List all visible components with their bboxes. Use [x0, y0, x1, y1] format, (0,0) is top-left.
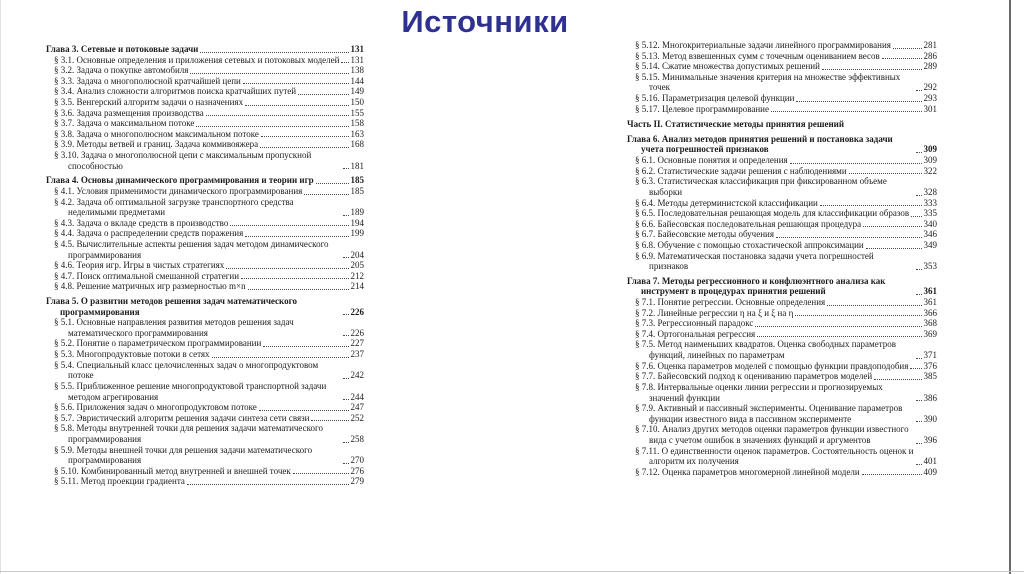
toc-entry [54, 197, 364, 218]
toc-entry-text: § 6.4. Методы детерминистской классификации [635, 197, 818, 208]
dot-leader [874, 379, 921, 380]
dot-leader [755, 326, 921, 327]
toc-entry-text: § 7.7. Байесовский подход к оцениванию параметров моделей [635, 371, 873, 382]
toc-entry-text: § 6.1. Основные понятия и определения [635, 155, 788, 166]
toc-entry-page: 199 [350, 228, 364, 239]
toc-entry [635, 297, 937, 308]
dot-leader [916, 443, 922, 444]
toc-entry-page: 396 [923, 434, 937, 445]
toc-entry-text: § 5.5. Приближенное решение многопродуктовой транспортной задачи методом агрегирования [54, 380, 327, 402]
toc-entry [54, 402, 364, 413]
dot-leader [916, 195, 922, 196]
dot-leader [893, 48, 922, 49]
toc-entry-text: § 7.8. Интервальные оценки линии регрессии и прогнозируемых значений функции [635, 381, 883, 403]
toc-entry-page: 322 [923, 165, 937, 176]
toc-entry [635, 93, 937, 104]
toc-entry [635, 229, 937, 240]
toc-entry-page: 181 [350, 160, 364, 171]
toc-entry-text: § 4.2. Задача об оптимальной загрузке транспортного средства неделимыми предметами [54, 196, 294, 218]
dot-leader [771, 111, 922, 112]
toc-entry-text: Глава 5. О развитии методов решения задач математического программирования [46, 296, 297, 317]
toc-entry-text: Часть II. Статистические методы принятия решений [627, 119, 845, 130]
toc-entry-text: § 7.12. Оценка параметров многомерной линейной модели [635, 466, 860, 477]
toc-entry [54, 423, 364, 444]
toc-entry [46, 175, 364, 186]
toc-entry-page: 252 [350, 412, 364, 423]
toc-entry-page: 237 [350, 349, 364, 360]
toc-entry-page: 309 [923, 144, 937, 155]
right-edge-line [1009, 0, 1011, 574]
toc-entry-text: § 7.9. Активный и пассивный эксперименты. Оценивание параметров функции известного вида в пассивном эксперименте [635, 403, 903, 424]
toc-entry-text: § 6.6. Байесовская последовательная решающая процедура [635, 218, 862, 229]
toc-entry-page: 242 [350, 370, 364, 381]
toc-entry [635, 339, 937, 360]
dot-leader [882, 58, 922, 59]
toc-entry-page: 168 [350, 139, 364, 150]
dot-leader [343, 257, 349, 258]
dot-leader [916, 358, 922, 359]
toc-entry-page: 366 [923, 307, 937, 318]
toc-entry-page: 258 [350, 433, 364, 444]
toc-entry-text: § 5.1. Основные направления развития методов решения задач математического программирования [54, 317, 294, 338]
dot-leader [911, 216, 921, 217]
dot-leader [343, 215, 349, 216]
toc-entry-text: § 6.5. Последовательная решающая модель для классификации образов [635, 208, 910, 219]
toc-entry-text: § 7.1. Понятие регрессии. Основные определения [635, 297, 826, 308]
dot-leader [916, 294, 922, 295]
dot-leader [343, 463, 349, 464]
dot-leader [916, 421, 922, 422]
toc-entry-text: § 5.2. Понятие о параметрическом программировании [54, 338, 262, 349]
toc-entry [635, 240, 937, 251]
dot-leader [243, 83, 349, 84]
toc-entry [627, 134, 937, 155]
toc-entry [635, 104, 937, 115]
toc-entry-text: § 5.8. Методы внутренней точки для решения задачи математического программирования [54, 423, 324, 444]
toc-entry-text: Глава 7. Методы регрессионного и конфлюэнтного анализа как инструмент в процедурах принятия решений [627, 275, 886, 297]
toc-entry-page: 376 [923, 360, 937, 371]
toc-entry [635, 166, 937, 177]
toc-entry [635, 72, 937, 93]
toc-entry-text: Глава 6. Анализ методов принятия решений и постановка задачи учета погрешностей признаков [627, 133, 893, 155]
toc-entry [54, 118, 364, 129]
toc-entry [54, 108, 364, 119]
dot-leader [241, 278, 348, 279]
dot-leader [910, 368, 921, 369]
dot-leader [849, 173, 922, 174]
toc-entry [635, 308, 937, 319]
toc-entry [635, 467, 937, 478]
toc-entry [635, 51, 937, 62]
toc-entry-page: 361 [923, 286, 937, 297]
toc-entry-text: § 4.3. Задача о вкладе средств в производство [54, 217, 229, 228]
toc-entry-text: § 7.5. Метод наименьших квадратов. Оценка свободных параметров функций, линейных по параметрам [635, 339, 896, 361]
toc-entry-page: 189 [350, 207, 364, 218]
toc-entry [54, 76, 364, 87]
toc-entry [54, 360, 364, 381]
toc-entry-text: § 5.14. Сжатие множества допустимых решений [635, 61, 820, 72]
toc-entry [635, 371, 937, 382]
toc-entry [635, 61, 937, 72]
toc-entry-text: § 5.11. Метод проекции градиента [54, 476, 185, 487]
toc-entry-page: 244 [350, 391, 364, 402]
toc-entry [635, 176, 937, 197]
toc-entry-page: 131 [350, 44, 364, 54]
dot-leader [866, 248, 922, 249]
toc-entry [54, 466, 364, 477]
toc-entry [635, 198, 937, 209]
dot-leader [822, 69, 922, 70]
toc-entry [54, 338, 364, 349]
dot-leader [187, 484, 349, 485]
toc-entry [54, 139, 364, 150]
toc-entry-page: 409 [923, 466, 937, 477]
toc-entry-text: § 4.7. Поиск оптимальной смешанной стратегии [54, 270, 240, 281]
toc-entry [54, 150, 364, 171]
toc-entry-page: 138 [350, 65, 364, 76]
toc-entry-text: Глава 3. Сетевые и потоковые задачи [46, 44, 199, 54]
toc-entry-text: § 3.7. Задача о максимальном потоке [54, 118, 195, 129]
toc-entry-page: 292 [923, 82, 937, 93]
toc-entry-page: 346 [923, 229, 937, 240]
toc-entry-text: § 5.4. Специальный класс целочисленных задач о многопродуктовом потоке [54, 359, 319, 381]
toc-entry-text: § 7.2. Линейные регрессии η на ξ и ξ на η [635, 307, 794, 318]
toc-entry-text: § 7.6. Оценка параметров моделей с помощью функции правдоподобия [635, 360, 909, 371]
dot-leader [916, 152, 922, 153]
dot-leader [245, 105, 348, 106]
dot-leader [790, 163, 922, 164]
toc-entry-page: 286 [923, 50, 937, 61]
toc-entry [635, 40, 937, 51]
toc-column-right [627, 40, 937, 477]
toc-entry [635, 251, 937, 272]
toc-entry [54, 55, 364, 66]
toc-entry-text: § 6.8. Обучение с помощью стохастической аппроксимации [635, 239, 864, 250]
toc-entry [54, 349, 364, 360]
toc-entry-page: 226 [350, 306, 364, 317]
toc-entry-text: § 5.7. Эвристический алгоритм решения задачи синтеза сети связи [54, 412, 310, 423]
toc-entry-page: 185 [350, 185, 364, 196]
toc-entry-text: § 6.2. Статистические задачи решения с наблюдениями [635, 165, 847, 176]
toc-entry-text: § 6.3. Статистическая классификация при фиксированном объеме выборки [635, 176, 887, 197]
toc-entry [46, 296, 364, 317]
toc-entry-page: 131 [350, 54, 364, 65]
toc-entry-text: § 4.5. Вычислительные аспекты решения задач методом динамического программирования [54, 238, 329, 260]
dot-leader [196, 126, 348, 127]
toc-entry-page: 214 [350, 281, 364, 292]
toc-entry [635, 382, 937, 403]
dot-leader [230, 225, 348, 226]
toc-entry-page: 401 [923, 456, 937, 467]
toc-entry-text: § 5.3. Многопродуктовые потоки в сетях [54, 349, 210, 360]
toc-entry-text: § 3.9. Методы ветвей и границ. Задача коммивояжера [54, 139, 259, 150]
toc-entry [635, 403, 937, 424]
dot-leader [298, 94, 348, 95]
dot-leader [916, 464, 922, 465]
dot-leader [796, 101, 921, 102]
page-title: Источники [401, 4, 569, 39]
toc-entry [54, 413, 364, 424]
toc-entry-text: Глава 4. Основы динамического программирования и теории игр [46, 175, 314, 186]
toc-entry-text: § 7.10. Анализ других методов оценки параметров функции известного вида с учетом ошибок в значениях функций и аргументов [635, 424, 909, 445]
dot-leader [795, 315, 921, 316]
dot-leader [263, 346, 348, 347]
toc-entry-text: § 7.11. О единственности оценок параметров. Состоятельность оценок и алгоритм их получения [635, 445, 914, 467]
dot-leader [245, 236, 348, 237]
dot-leader [226, 268, 348, 269]
toc-entry [635, 361, 937, 372]
toc-entry [54, 476, 364, 487]
toc-entry-text: § 5.10. Комбинированный метод внутренней и внешней точек [54, 465, 291, 476]
dot-leader [776, 237, 922, 238]
toc-entry-page: 371 [923, 350, 937, 361]
dot-leader [916, 90, 922, 91]
toc-entry-page: 328 [923, 186, 937, 197]
toc-entry [54, 445, 364, 466]
toc-entry-page: 361 [923, 297, 937, 308]
toc-entry-page: 247 [350, 402, 364, 413]
toc-entry [635, 318, 937, 329]
toc-entry [54, 218, 364, 229]
dot-leader [820, 205, 922, 206]
toc-entry [635, 155, 937, 166]
dot-leader [200, 52, 348, 53]
dot-leader [190, 73, 348, 74]
toc-entry-page: 369 [923, 328, 937, 339]
toc-entry [54, 86, 364, 97]
dot-leader [916, 269, 922, 270]
toc-entry-text: § 3.1. Основные определения и приложения сетевых и потоковых моделей [54, 54, 340, 65]
toc-entry-page: 204 [350, 249, 364, 260]
toc-entry-page: 301 [923, 103, 937, 114]
toc-entry [54, 228, 364, 239]
toc-entry-text: § 5.13. Метод взвешенных сумм с точечным оцениванием весов [635, 50, 880, 61]
toc-entry-page: 163 [350, 128, 364, 139]
toc-entry-page: 386 [923, 392, 937, 403]
toc-entry-text: § 5.15. Минимальные значения критерия на множестве эффективных точек [635, 71, 901, 93]
toc-entry-text: § 7.4. Ортогональная регрессия [635, 328, 756, 339]
toc-entry-text: § 6.7. Байесовские методы обучения [635, 229, 774, 240]
toc-entry [627, 119, 937, 130]
toc-entry-page: 270 [350, 455, 364, 466]
dot-leader [827, 305, 921, 306]
toc-entry-text: § 3.8. Задача о многополюсном максимальном потоке [54, 128, 259, 139]
toc-entry [54, 317, 364, 338]
toc-entry-page: 227 [350, 338, 364, 349]
toc-entry-text: § 5.6. Приложения задач о многопродуктовом потоке [54, 402, 257, 413]
toc-entry [54, 97, 364, 108]
toc-entry-page: 335 [923, 208, 937, 219]
toc-entry-text: § 4.8. Решение матричных игр размерностью m×n [54, 281, 246, 292]
dot-leader [206, 115, 349, 116]
dot-leader [311, 420, 348, 421]
dot-leader [316, 183, 349, 184]
toc-entry [635, 329, 937, 340]
dot-leader [343, 335, 349, 336]
dot-leader [341, 62, 348, 63]
toc-entry-text: § 3.5. Венгерский алгоритм задачи о назначениях [54, 97, 244, 108]
toc-entry [635, 424, 937, 445]
toc-entry [54, 65, 364, 76]
toc-entry-page: 185 [350, 175, 364, 186]
toc-entry [54, 260, 364, 271]
toc-entry [46, 44, 364, 55]
toc-entry-page: 390 [923, 413, 937, 424]
dot-leader [862, 474, 922, 475]
toc-entry-page: 150 [350, 97, 364, 108]
toc-entry-text: § 3.2. Задача о покупке автомобиля [54, 65, 189, 76]
toc-entry-page: 309 [923, 155, 937, 166]
toc-entry-page: 155 [350, 107, 364, 118]
toc-entry-page: 279 [350, 476, 364, 487]
toc-entry-page: 158 [350, 118, 364, 129]
toc-entry-page: 281 [923, 40, 937, 50]
toc-entry [627, 276, 937, 297]
toc-entry-page: 340 [923, 218, 937, 229]
toc-entry-page: 276 [350, 465, 364, 476]
toc-entry-page: 226 [350, 327, 364, 338]
dot-leader [343, 168, 349, 169]
dot-leader [343, 314, 349, 315]
toc-entry-text: § 3.4. Анализ сложности алгоритмов поиска кратчайших путей [54, 86, 297, 97]
toc-column-left [46, 40, 364, 487]
left-edge-line [0, 0, 1, 574]
toc-entry [635, 208, 937, 219]
toc-entry-page: 333 [923, 197, 937, 208]
dot-leader [261, 136, 349, 137]
toc-entry-text: § 4.6. Теория игр. Игры в чистых стратегиях [54, 260, 225, 271]
toc-entry [54, 281, 364, 292]
bottom-edge-line [0, 571, 1024, 572]
toc-entry-page: 212 [350, 270, 364, 281]
toc-entry [635, 219, 937, 230]
dot-leader [863, 226, 921, 227]
toc-entry-text: § 5.12. Многокритериальные задачи линейного программирования [635, 40, 891, 50]
toc-entry-page: 293 [923, 93, 937, 104]
dot-leader [916, 400, 922, 401]
toc-entry-page: 194 [350, 217, 364, 228]
dot-leader [259, 410, 349, 411]
toc-entry-text: § 5.9. Методы внешней точки для решения задачи математического программирования [54, 444, 313, 466]
toc-entry [635, 446, 937, 467]
toc-entry-page: 144 [350, 75, 364, 86]
dot-leader [343, 378, 349, 379]
toc-entry-text: § 4.1. Условия применимости динамического программирования [54, 185, 303, 196]
toc-entry-page: 353 [923, 261, 937, 272]
toc-entry [54, 186, 364, 197]
dot-leader [343, 442, 349, 443]
toc-entry [54, 239, 364, 260]
toc-entry-text: § 3.3. Задача о многополюсной кратчайшей цепи [54, 75, 241, 86]
toc-entry-text: § 7.3. Регрессионный парадокс [635, 318, 754, 329]
toc-entry-text: § 3.6. Задача размещения производства [54, 107, 204, 118]
toc-entry-text: § 3.10. Задача о многополюсной цепи с максимальным пропускной способностью [54, 150, 312, 171]
toc-entry [54, 271, 364, 282]
dot-leader [293, 473, 349, 474]
toc-entry-text: § 6.9. Математическая постановка задачи учета погрешностей признаков [635, 250, 874, 272]
dot-leader [212, 357, 349, 358]
dot-leader [260, 147, 348, 148]
toc-entry-text: § 5.16. Параметризация целевой функции [635, 93, 795, 104]
toc-entry-page: 349 [923, 239, 937, 250]
toc-entry-text: § 5.17. Целевое программирование [635, 103, 769, 114]
dot-leader [757, 336, 921, 337]
dot-leader [304, 194, 348, 195]
toc-entry-page: 149 [350, 86, 364, 97]
toc-entry-page: 205 [350, 260, 364, 271]
dot-leader [248, 289, 349, 290]
toc-entry [54, 129, 364, 140]
toc-entry-text: § 4.4. Задача о распределении средств поражения [54, 228, 244, 239]
toc-entry [54, 381, 364, 402]
toc-entry-page: 368 [923, 318, 937, 329]
dot-leader [343, 399, 349, 400]
toc-entry-page: 385 [923, 371, 937, 382]
toc-entry-page: 289 [923, 61, 937, 72]
